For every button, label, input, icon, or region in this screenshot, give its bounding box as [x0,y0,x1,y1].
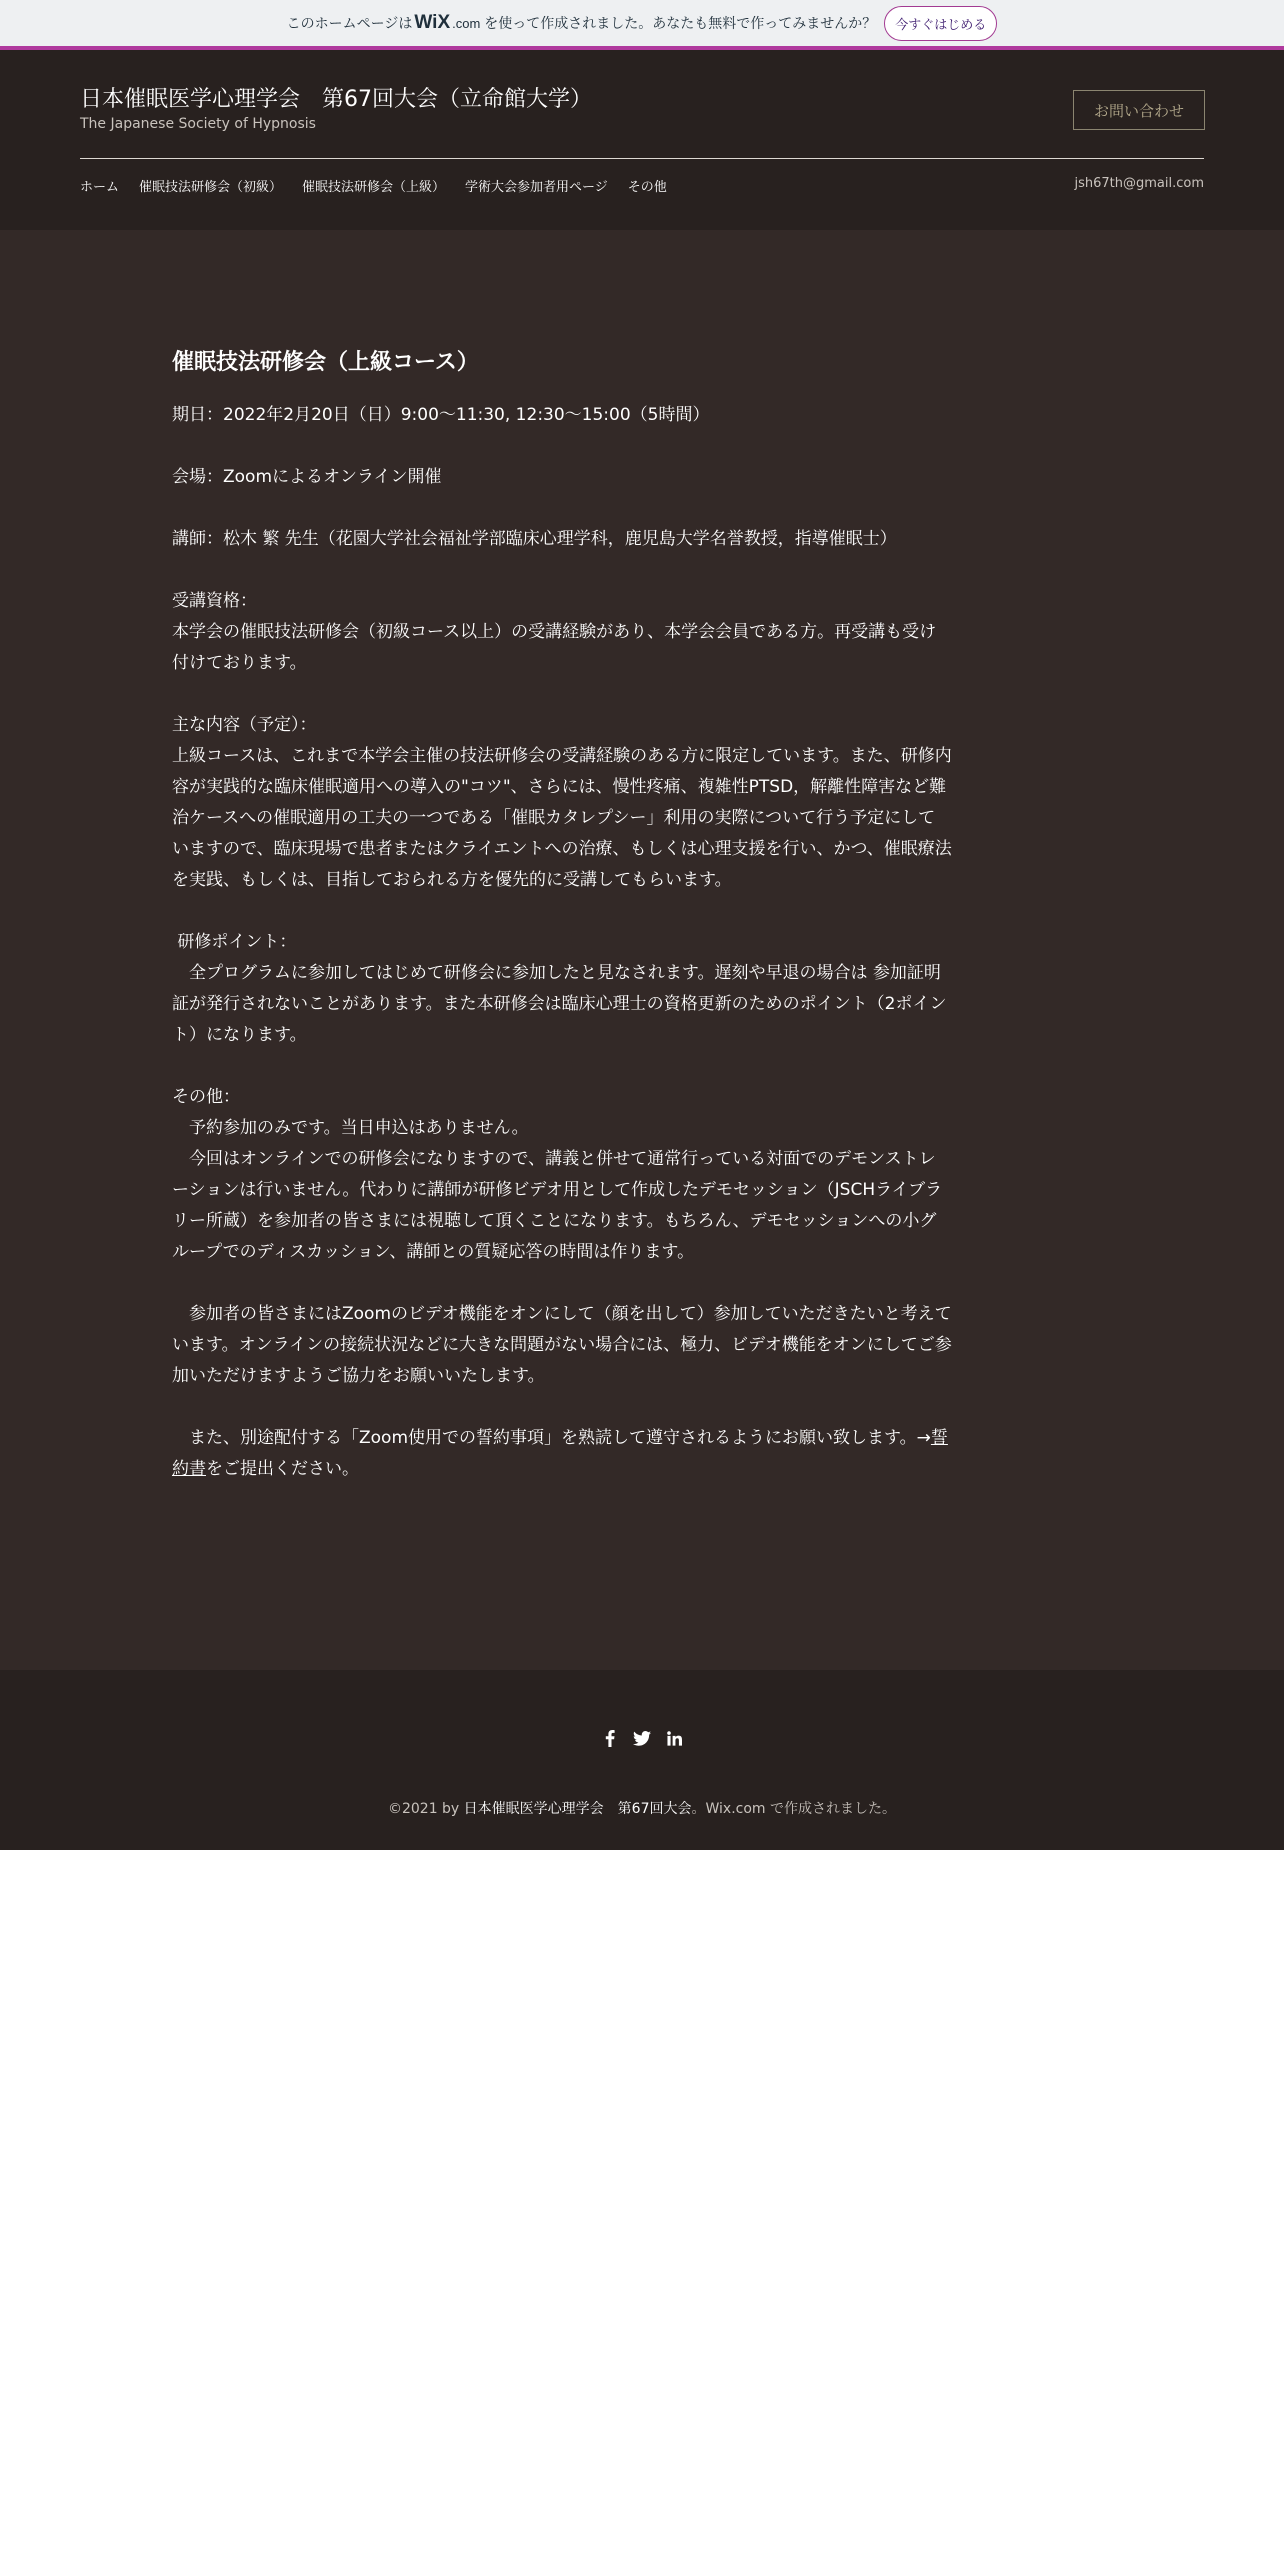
pledge-text-after: をご提出ください。 [206,1459,359,1479]
event-venue: 会場：Zoomによるオンライン開催 [172,467,442,487]
wix-banner-text-after: を使って作成されました。あなたも無料で作ってみませんか？ [484,16,877,32]
site-footer [0,1670,1284,1850]
contact-button[interactable]: お問い合わせ [1073,90,1205,130]
event-lecturer: 講師：松木 繁 先生（花園大学社会福祉学部臨床心理学科，鹿児島大学名誉教授，指導催眠士） [172,529,897,549]
site-title[interactable]: 日本催眠医学心理学会 第67回大会（立命館大学） [80,87,592,112]
copyright-text [0,1798,1284,1818]
nav-item-home[interactable]: ホーム [80,180,120,195]
wix-logo[interactable]: WiX [414,12,451,33]
nav-item-advanced-workshop[interactable]: 催眠技法研修会（上級） [302,180,446,195]
wix-promo-banner [0,0,1284,50]
copyright-suffix: 。Wix.com で作成されました。 [691,1801,897,1817]
main-nav [80,176,667,195]
wix-banner-text-before: このホームページは [286,16,413,32]
linkedin-icon[interactable] [664,1728,684,1748]
page-title: 催眠技法研修会（上級コース） [172,350,479,375]
wix-logo-domain: .com [452,15,481,31]
other-section: その他： 予約参加のみです。当日申込はありません。 今回はオンラインでの研修会になりますので、講義と併せて通常行っている対面でのデモンストレーションは行いません。代わりに講師が研修ビデオ用として作成したデモセッション（JSCHライブラリー所蔵）を参加者の皆さまには視聴して頂くことになります。もちろん、デモセッションへの小グループでのディスカッション、講師との質疑応答の時間は作ります。 [172,1087,943,1262]
site-header [0,50,1284,230]
header-divider [80,158,1204,159]
wix-start-now-button[interactable]: 今すぐはじめる [884,6,997,41]
pledge-text-before: また、別途配付する「Zoom使用での誓約事項」を熟読して遵守されるようにお願い致します。→ [172,1428,931,1448]
event-date: 期日：2022年2月20日（日）9:00～11:30, 12:30〜15:00（5時間） [172,405,710,425]
pledge-document-link[interactable]: 誓約書 [172,1428,948,1479]
social-bar [0,1728,1284,1748]
main-content-area [0,230,1284,1670]
eligibility-section: 受講資格： 本学会の催眠技法研修会（初級コース以上）の受講経験があり、本学会会員である方。再受講も受け付けております。 [172,591,937,673]
pledge-paragraph [172,1423,952,1485]
video-request-paragraph: 参加者の皆さまにはZoomのビデオ機能をオンにして（顔を出して）参加していただきたいと考えています。オンラインの接続状況などに大きな問題がない場合には、極力、ビデオ機能をオンにしてご参加いただけますようご協力をお願いいたします。 [172,1304,952,1386]
contents-section: 主な内容（予定）： 上級コースは、これまで本学会主催の技法研修会の受講経験のある方に限定しています。また、研修内容が実践的な臨床催眠適用への導入の"コツ"、さらには、慢性疼痛、複雑性PTSD，解離性障害など難治ケースへの催眠適用の工夫の一つである「催眠カタレプシー」利用の実際について行う予定にしていますので、臨床現場で患者またはクライエントへの治療、もしくは心理支援を行い、かつ、催眠療法を実践、もしくは、目指しておられる方を優先的に受講してもらいます。 [172,715,952,890]
nav-item-participants[interactable]: 学術大会参加者用ページ [465,180,608,195]
nav-item-other[interactable]: その他 [627,180,667,195]
copyright-prefix: ©2021 by [387,1801,464,1817]
facebook-icon[interactable] [600,1728,620,1748]
article [172,346,952,1516]
twitter-icon[interactable] [632,1728,652,1748]
points-section: 研修ポイント： 全プログラムに参加してはじめて研修会に参加したと見なされます。遅刻や早退の場合は 参加証明証が発行されないことがあります。また本研修会は臨床心理士の資格更新のためのポイント（2ポイント）になります。 [172,932,947,1045]
copyright-brand: 日本催眠医学心理学会 第67回大会 [463,1801,692,1817]
header-email-link[interactable]: jsh67th@gmail.com [1074,176,1204,191]
nav-item-basic-workshop[interactable]: 催眠技法研修会（初級） [139,180,283,195]
site-subtitle: The Japanese Society of Hypnosis [80,116,316,132]
